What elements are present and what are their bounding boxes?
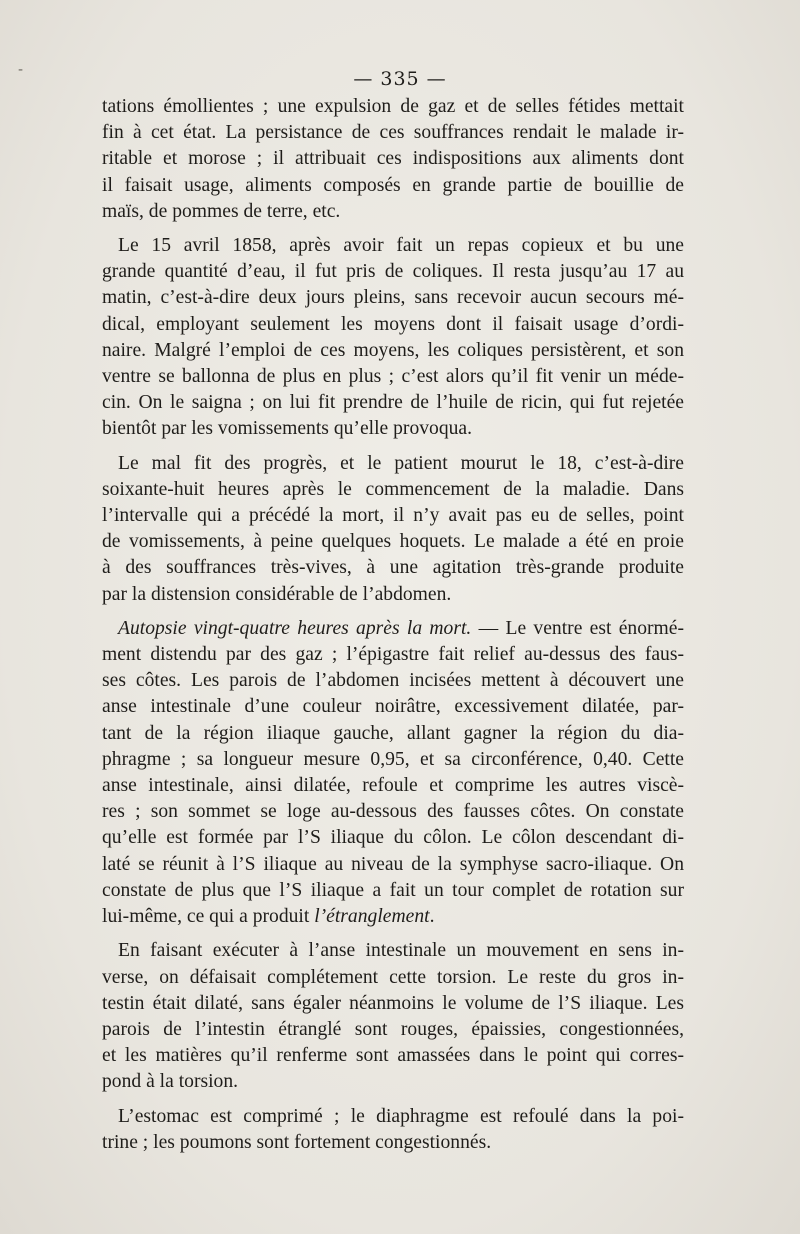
final-line-text: lui-même, ce qui a produit — [102, 906, 315, 928]
text-line: à des souffrances très-vives, à une agitation très-grande produite — [102, 557, 684, 579]
text-line: maïs, de pommes de terre, etc. — [102, 200, 341, 222]
paragraph-1 — [102, 94, 684, 225]
text-line: anse intestinale, ainsi dilatée, refoule et comprime les autres viscè- — [102, 775, 684, 797]
text-line: phragme ; sa longueur mesure 0,95, et sa circonférence, 0,40. Cette — [102, 748, 684, 770]
text-line: l’intervalle qui a précédé la mort, il n’y avait pas eu de selles, point — [102, 505, 684, 527]
text-line: trine ; les poumons sont fortement congestionnés. — [102, 1131, 492, 1153]
text-line: naire. Malgré l’emploi de ces moyens, les coliques persistèrent, et son — [102, 339, 684, 361]
text-line — [102, 616, 684, 642]
page-number: — 335 — — [353, 68, 447, 90]
paragraph-autopsy — [102, 616, 684, 930]
text-line: dical, employant seulement les moyens dont il faisait usage d’ordi- — [102, 313, 684, 335]
text-line: pond à la torsion. — [102, 1071, 239, 1093]
text-line: par la distension considérable de l’abdomen. — [102, 583, 452, 605]
paragraph-5 — [102, 938, 684, 1095]
text-line: tations émollientes ; une expulsion de gaz et de selles fétides mettait — [102, 96, 684, 117]
text-line: L’estomac est comprimé ; le diaphragme est refoulé dans la poi- — [118, 1105, 684, 1127]
text-line: ses côtes. Les parois de l’abdomen incisées mettent à découvert une — [102, 670, 684, 692]
text-line: testin était dilaté, sans égaler néanmoins le volume de l’S iliaque. Les — [102, 992, 684, 1014]
margin-mark: - — [18, 62, 24, 78]
paragraph-6 — [102, 1104, 684, 1156]
text-line: anse intestinale d’une couleur noirâtre, excessivement dilatée, par- — [102, 696, 684, 718]
text-line: res ; son sommet se loge au-dessous des fausses côtes. On constate — [102, 801, 684, 823]
text-line: ment distendu par des gaz ; l’épigastre fait relief au-dessus des faus- — [102, 644, 684, 666]
text-line: ritable et morose ; il attribuait ces indispositions aux aliments dont — [102, 148, 684, 170]
text-line: constate de plus que l’S iliaque a fait un tour complet de rotation sur — [102, 879, 684, 901]
autopsy-heading: Autopsie vingt-quatre heures après la mort. — [118, 617, 472, 639]
text-line: En faisant exécuter à l’anse intestinale un mouvement en sens in- — [118, 940, 684, 962]
text-line: ventre se ballonna de plus en plus ; c’est alors qu’il fit venir un méde- — [102, 366, 684, 388]
text-line: Le mal fit des progrès, et le patient mourut le 18, c’est-à-dire — [118, 452, 684, 474]
text-line: laté se réunit à l’S iliaque au niveau de la symphyse sacro-iliaque. On — [102, 853, 684, 875]
text-line: grande quantité d’eau, il fut pris de coliques. Il resta jusqu’au 17 au — [102, 261, 684, 283]
text-line — [102, 904, 684, 930]
text-line: de vomissements, à peine quelques hoquets. Le malade a été en proie — [102, 531, 684, 553]
final-punctuation: . — [429, 906, 435, 928]
paragraph-3 — [102, 451, 684, 608]
text-line: matin, c’est-à-dire deux jours pleins, sans recevoir aucun secours mé- — [102, 287, 684, 309]
text-line: qu’elle est formée par l’S iliaque du côlon. Le côlon descendant di- — [102, 827, 684, 849]
text-line: Le 15 avril 1858, après avoir fait un repas copieux et bu une — [118, 235, 684, 257]
paragraph-2 — [102, 233, 684, 443]
text-line: fin à cet état. La persistance de ces souffrances rendait le malade ir- — [102, 122, 684, 144]
emphasis-term: l’étranglement — [314, 906, 430, 928]
text-line: il faisait usage, aliments composés en grande partie de bouillie de — [102, 174, 684, 196]
text-line: soixante-huit heures après le commencement de la maladie. Dans — [102, 478, 684, 500]
text-line: et les matières qu’il renferme sont amassées dans le point qui corres- — [102, 1045, 684, 1067]
text-line: cin. On le saigna ; on lui fit prendre de l’huile de ricin, qui fut rejetée — [102, 392, 684, 414]
text-line: tant de la région iliaque gauche, allant gagner la région du dia- — [102, 722, 684, 744]
body-text — [102, 94, 684, 1164]
text-line: parois de l’intestin étranglé sont rouges, épaissies, congestionnées, — [102, 1018, 684, 1040]
text-line: bientôt par les vomissements qu’elle provoqua. — [102, 418, 473, 440]
text-line: verse, on défaisait complétement cette torsion. Le reste du gros in- — [102, 966, 684, 988]
autopsy-lead-text: — Le ventre est énormé- — [471, 617, 684, 639]
